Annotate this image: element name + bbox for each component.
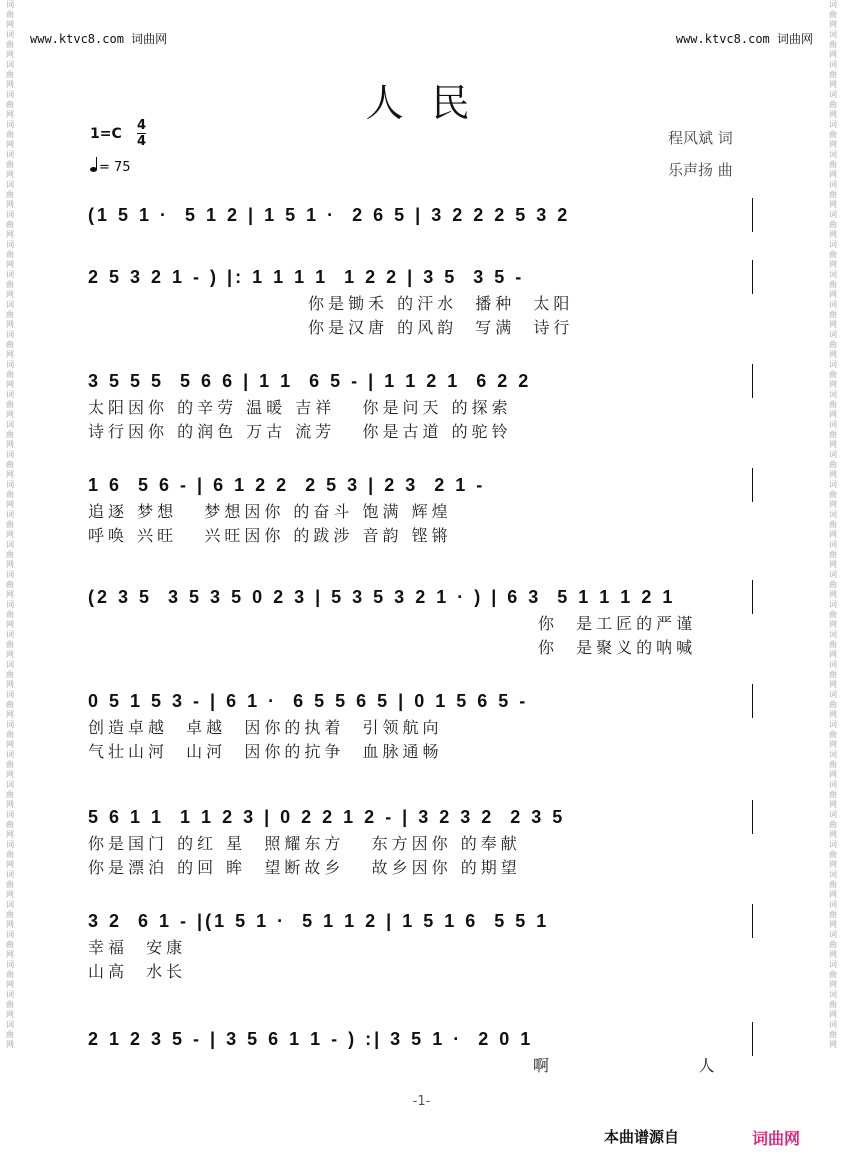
notation-row: 1 6 5 6 - | 6 1 2 2 2 5 3 | 2 3 2 1 - bbox=[88, 475, 486, 495]
source-label: 本曲谱源自 bbox=[604, 1128, 680, 1146]
notation-row: 2 5 3 2 1 - ) |: 1 1 1 1 1 2 2 | 3 5 3 5 - bbox=[88, 267, 525, 287]
barline bbox=[752, 260, 753, 294]
lyric-verse-2: 你是漂泊 的回 眸 望断故乡 故乡因你 的期望 bbox=[88, 858, 521, 877]
score-system-4 bbox=[88, 470, 764, 548]
barline bbox=[752, 468, 753, 502]
barline bbox=[752, 198, 753, 232]
time-bottom: 4 bbox=[137, 134, 147, 149]
page-number: -1- bbox=[412, 1094, 431, 1109]
notation-row: 0 5 1 5 3 - | 6 1 · 6 5 5 6 5 | 0 1 5 6 5 - bbox=[88, 691, 529, 711]
score-system-3 bbox=[88, 366, 764, 444]
barline bbox=[752, 800, 753, 834]
barline bbox=[752, 904, 753, 938]
lyric-verse-2: 呼唤 兴旺 兴旺因你 的跋涉 音韵 铿锵 bbox=[88, 526, 452, 545]
site-url-right[interactable]: www.ktvc8.com 词曲网 bbox=[675, 32, 813, 46]
lyric-verse-1: 你 是工匠的严谨 bbox=[538, 614, 697, 633]
notation-row: 5 6 1 1 1 1 2 3 | 0 2 2 1 2 - | 3 2 3 2 2 3 5 bbox=[88, 807, 566, 827]
score-system-1 bbox=[88, 200, 764, 230]
barline bbox=[752, 1022, 753, 1056]
score-system-8 bbox=[88, 906, 764, 984]
song-title: 人 民 bbox=[365, 81, 478, 125]
lyric-verse-1: 幸福 安康 bbox=[88, 938, 187, 957]
lyric-verse-1: 你是锄禾 的汗水 播种 太阳 bbox=[308, 294, 574, 313]
brand-link[interactable]: 词曲网 bbox=[752, 1129, 801, 1148]
barline bbox=[752, 364, 753, 398]
watermark-left: 词曲网词曲网词曲网词曲网词曲网词曲网词曲网词曲网词曲网词曲网词曲网词曲网词曲网词曲网词曲网词曲网词曲网词曲网词曲网词曲网词曲网词曲网词曲网词曲网词曲网词曲网词曲网词曲网词曲网词曲网词曲网词曲网词曲网词曲网词曲网 bbox=[6, 0, 14, 1049]
key-signature: 1=C bbox=[90, 126, 122, 142]
time-signature bbox=[137, 118, 146, 149]
score-system-6 bbox=[88, 686, 764, 764]
tempo-mark bbox=[90, 160, 131, 175]
lyric-verse-2: 山高 水长 bbox=[88, 962, 187, 981]
score-system-9 bbox=[88, 1024, 764, 1078]
barline bbox=[752, 684, 753, 718]
notation-row: 3 5 5 5 5 6 6 | 1 1 6 5 - | 1 1 2 1 6 2 2 bbox=[88, 371, 532, 391]
tempo-value: = 75 bbox=[99, 160, 131, 175]
lyric-verse-2: 气壮山河 山河 因你的抗争 血脉通畅 bbox=[88, 742, 443, 761]
lyric-verse-1: 追逐 梦想 梦想因你 的奋斗 饱满 辉煌 bbox=[88, 502, 452, 521]
score-system-5 bbox=[88, 582, 764, 660]
barline bbox=[752, 580, 753, 614]
lyric-verse-1: 你是国门 的红 星 照耀东方 东方因你 的奉献 bbox=[88, 834, 521, 853]
score-system-7 bbox=[88, 802, 764, 880]
score-system-2 bbox=[88, 262, 764, 340]
time-top: 4 bbox=[137, 118, 147, 133]
lyric-verse-2: 你 是聚义的呐喊 bbox=[538, 638, 697, 657]
lyricist-credit: 程风斌 词 bbox=[668, 129, 733, 147]
quarter-note-icon bbox=[90, 167, 97, 172]
notation-row: (2 3 5 3 5 3 5 0 2 3 | 5 3 5 3 2 1 · ) | 6 3 5 1 1 1 2 1 bbox=[88, 587, 676, 607]
lyric-verse-2: 你是汉唐 的风韵 写满 诗行 bbox=[308, 318, 574, 337]
notation-row: 2 1 2 3 5 - | 3 5 6 1 1 - ) :| 3 5 1 · 2 0 1 bbox=[88, 1029, 534, 1049]
site-url-left[interactable]: www.ktvc8.com 词曲网 bbox=[30, 32, 168, 46]
composer-credit: 乐声扬 曲 bbox=[668, 161, 733, 179]
notation-row: (1 5 1 · 5 1 2 | 1 5 1 · 2 6 5 | 3 2 2 2 5 3 2 bbox=[88, 205, 571, 225]
watermark-right: 词曲网词曲网词曲网词曲网词曲网词曲网词曲网词曲网词曲网词曲网词曲网词曲网词曲网词曲网词曲网词曲网词曲网词曲网词曲网词曲网词曲网词曲网词曲网词曲网词曲网词曲网词曲网词曲网词曲网词曲网词曲网词曲网词曲网词曲网词曲网 bbox=[829, 0, 837, 1049]
lyric-verse-1: 啊 人 bbox=[533, 1056, 719, 1075]
notation-row: 3 2 6 1 - |(1 5 1 · 5 1 1 2 | 1 5 1 6 5 5 1 bbox=[88, 911, 550, 931]
lyric-verse-1: 创造卓越 卓越 因你的执着 引领航向 bbox=[88, 718, 443, 737]
lyric-verse-1: 太阳因你 的辛劳 温暖 吉祥 你是问天 的探索 bbox=[88, 398, 512, 417]
lyric-verse-2: 诗行因你 的润色 万古 流芳 你是古道 的驼铃 bbox=[88, 422, 512, 441]
